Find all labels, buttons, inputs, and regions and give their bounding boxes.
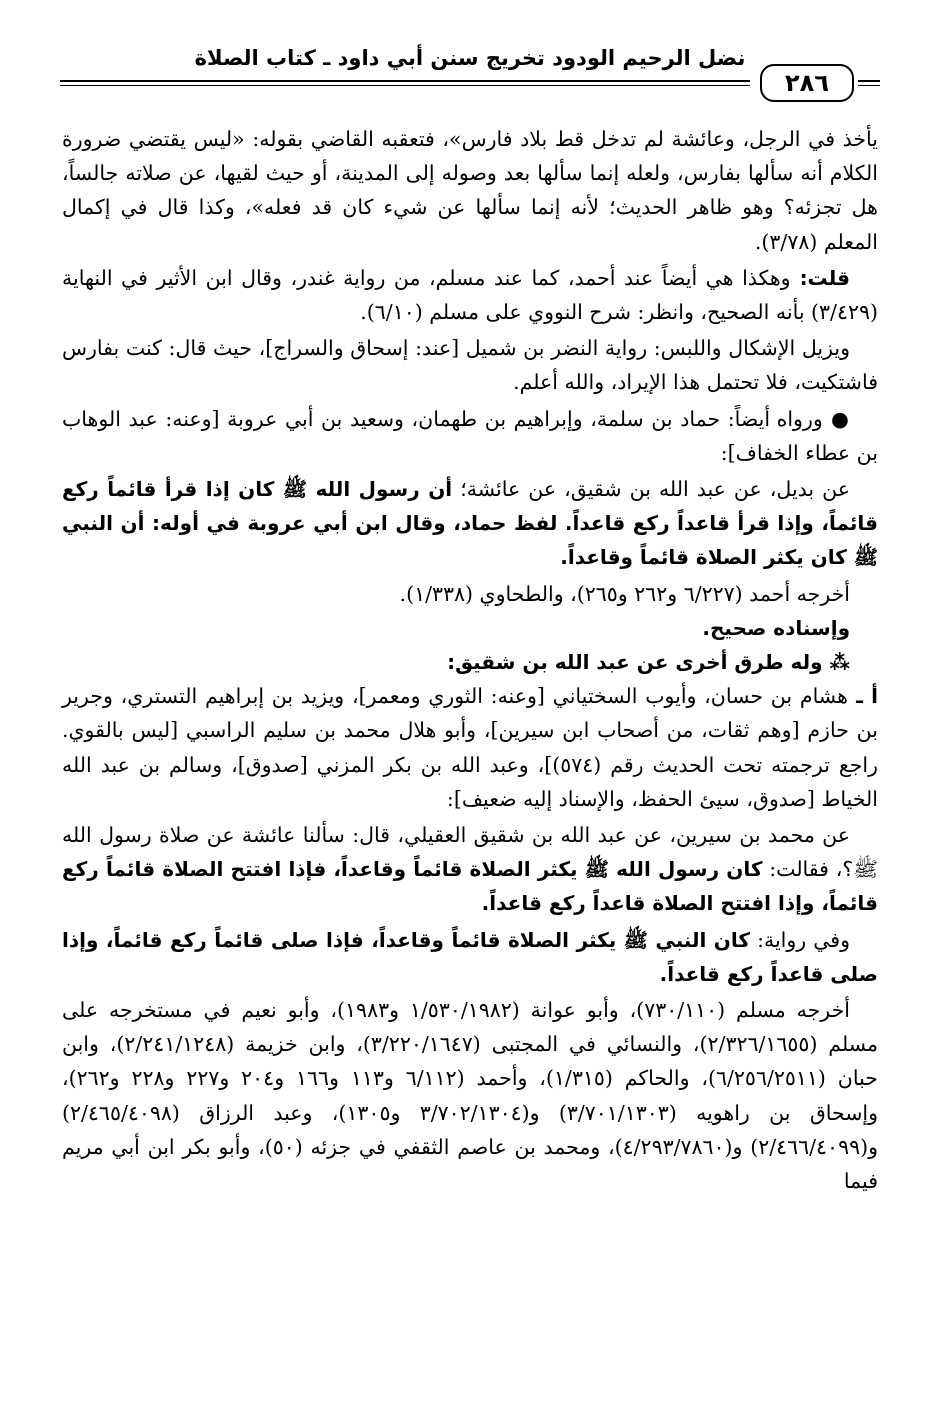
running-header (60, 40, 880, 76)
text-run-bold: كان رسول الله ﷺ يكثر الصلاة قائماً وقاعداً، فإذا افتتح الصلاة قائماً ركع قائماً، وإذا افتتح الصلاة قاعداً ركع قاعداً. (62, 857, 878, 916)
rule-line (60, 80, 750, 82)
text-run: هشام بن حسان، وأيوب السختياني [وعنه: الثوري ومعمر]، ويزيد بن إبراهيم التستري، وجرير بن حازم [وهم ثقات، من أصحاب ابن سيرين]، وأبو هلال محمد بن سليم الراسبي [ليس بالقوي. راجع ترجمته تحت الحديث رقم (٥٧٤)]، وعبد الله بن بكر المزني [صدوق]، وسالم بن عبد الله الخياط [صدوق، سيئ الحفظ، والإسناد إليه ضعيف]: (62, 684, 879, 811)
text-run-bold: أ ـ (847, 684, 879, 709)
text-run: وهكذا هي أيضاً عند أحمد، كما عند مسلم، من رواية غندر، وقال ابن الأثير في النهاية (٣/٤٢٩) بأنه الصحيح، وانظر: شرح النووي على مسلم (٦/١٠). (62, 265, 878, 325)
paragraph (62, 331, 878, 399)
header-title: نضل الرحيم الودود تخريج سنن أبي داود ـ كتاب الصلاة (194, 46, 746, 70)
paragraph (62, 402, 878, 470)
rule-line (858, 80, 880, 82)
text-run: يأخذ في الرجل، وعائشة لم تدخل قط بلاد فارس»، فتعقبه القاضي بقوله: «ليس يقتضي ضرورة الكلام أنه سألها بفارس، ولعله إنما سألها بعد وصوله إلى المدينة، أو حيث لقيها، عن صلاته جالساً، هل تجزئه؟ وهو ظاهر الحديث؛ لأنه إنما سألها عن شيء كان قد فعله»، وكذا قال في إكمال المعلم (٣/٧٨). (62, 127, 878, 254)
paragraph (62, 923, 878, 991)
text-run: أخرجه مسلم (٧٣٠/١١٠)، وأبو عوانة (١/٥٣٠/١٩٨٢ و١٩٨٣)، وأبو نعيم في مستخرجه على مسلم (٢/٣٢٦/١٦٥٥)، والنسائي في المجتبى (٣/٢٢٠/١٦٤٧)، وابن خزيمة (٢/٢٤١/١٢٤٨)، وابن حبان (٦/٢٥٦/٢٥١١)، والحاكم (١/٣١٥)، وأحمد (٦/١١٢ و١١٣ و١٦٦ و٢٠٤ و٢٢٧ و٢٢٨ و٢٦٢)، وإسحاق بن راهويه (٣/٧٠١/١٣٠٣) و(٣/٧٠٢/١٣٠٤ و١٣٠٥)، وعبد الرزاق (٢/٤٦٥/٤٠٩٨) و(٢/٤٦٦/٤٠٩٩) و(٤/٢٩٣/٧٨٦٠)، ومحمد بن عاصم الثقفي في جزئه (٥٠)، وأبو بكر ابن أبي مريم فيما (62, 998, 878, 1194)
text-run-bold: أن رسول الله ﷺ كان إذا قرأ قائماً ركع قائماً، وإذا قرأ قاعداً ركع قاعداً. لفظ حماد، وقال ابن أبي عروبة في أوله: أن النبي ﷺ كان يكثر الصلاة قائماً وقاعداً. (62, 477, 878, 570)
text-run: عن محمد بن سيرين، عن عبد الله بن شقيق العقيلي، قال: سألنا عائشة عن صلاة رسول الله ﷺ؟، فقالت: (62, 823, 879, 882)
page-number: ٢٨٦ (760, 64, 854, 102)
text-run: عن بديل، عن عبد الله بن شقيق، عن عائشة؛ (452, 477, 850, 502)
rule-line (60, 85, 750, 86)
paragraph (62, 645, 878, 679)
rule-line (858, 85, 880, 86)
text-run: وفي رواية: (750, 927, 850, 952)
paragraph (62, 818, 878, 921)
text-run: أخرجه أحمد (٦/٢٢٧ و٢٦٢ و٢٦٥)، والطحاوي (١/٣٣٨). (399, 581, 850, 606)
paragraph (62, 577, 878, 611)
paragraph (62, 261, 878, 329)
text-run: ويزيل الإشكال واللبس: رواية النضر بن شميل [عند: إسحاق والسراج]، حيث قال: كنت بفارس فاشتكيت، فلا تحتمل هذا الإيراد، والله أعلم. (62, 336, 878, 395)
paragraph (62, 122, 878, 259)
paragraph (62, 993, 878, 1198)
text-run-bold: ⁂ وله طرق أخرى عن عبد الله بن شقيق: (447, 650, 850, 675)
header-rule (60, 69, 880, 104)
page-body (62, 122, 878, 1198)
paragraph (62, 611, 878, 645)
text-run-bold: كان النبي ﷺ يكثر الصلاة قائماً وقاعداً، فإذا صلى قائماً ركع قائماً، وإذا صلى قاعداً ركع قاعداً. (62, 927, 878, 986)
text-run: ورواه أيضاً: حماد بن سلمة، وإبراهيم بن طهمان، وسعيد بن أبي عروبة [وعنه: عبد الوهاب بن عطاء الخفاف]: (62, 406, 878, 465)
text-run-bold: قلت: (790, 265, 850, 290)
paragraph (62, 679, 878, 816)
text-run-bold: وإسناده صحيح. (702, 615, 850, 640)
bullet-marker: ● (822, 406, 851, 431)
paragraph (62, 472, 878, 575)
